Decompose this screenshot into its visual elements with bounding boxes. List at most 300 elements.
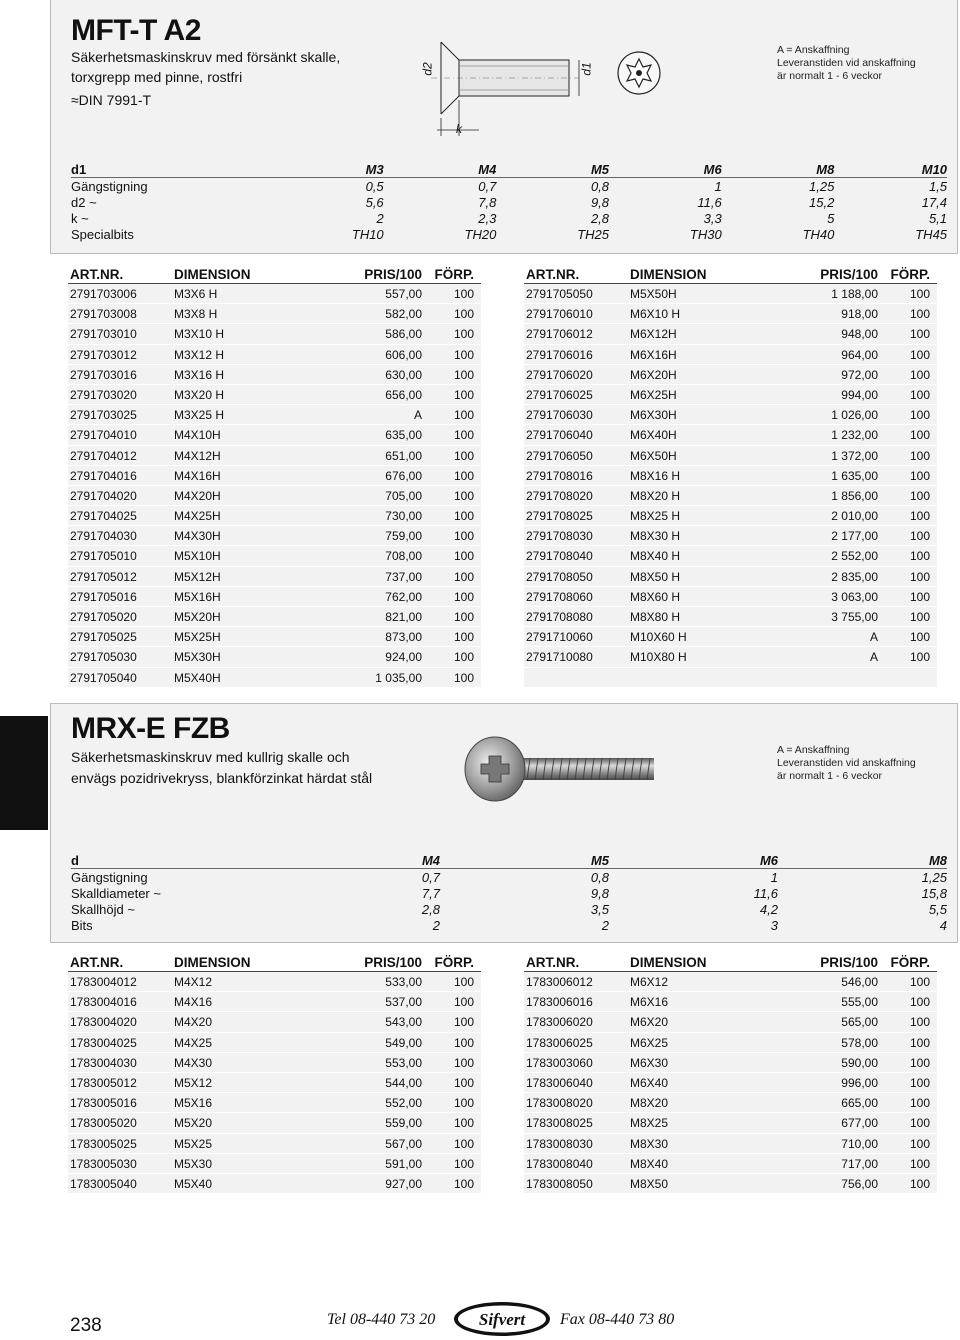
table-row [68,425,481,445]
table-row [524,627,937,647]
cell-price: 537,00 [385,995,422,1010]
cell-price: 918,00 [841,307,878,322]
cell-article-number: 1783006020 [526,1015,593,1030]
cell-dimension: M5X12H [174,569,221,584]
table-row [68,405,481,425]
cell-dimension: M5X50H [630,287,677,301]
cell-article-number: 2791704025 [70,509,137,524]
cell-package-qty: 100 [909,1035,930,1050]
cell-dimension: M5X12 [174,1075,213,1090]
cell-price: 677,00 [841,1116,878,1131]
table-row [68,1033,481,1053]
column-header-package-qty: FÖRP. [434,955,474,970]
cell-dimension: M5X16H [174,589,221,604]
cell-dimension: M3X16 H [174,367,225,382]
spec-value: 0,8 [590,870,609,885]
cell-dimension: M4X30H [174,529,221,544]
table-row [68,627,481,647]
table-row [68,992,481,1012]
column-header-price: PRIS/100 [364,955,422,970]
cell-package-qty: 100 [909,1075,930,1090]
table-row [68,1053,481,1073]
cell-package-qty: 100 [909,347,930,362]
cell-article-number: 1783005016 [70,1096,137,1111]
cell-article-number: 1783005030 [70,1156,137,1171]
cell-package-qty: 100 [909,975,930,989]
table-row [68,1174,481,1194]
cell-article-number: 1783008040 [526,1156,593,1171]
spec-value: 2,8 [590,211,610,226]
cell-price: 546,00 [841,975,878,989]
cell-package-qty: 100 [453,509,474,524]
column-header-article-number: ART.NR. [70,955,124,970]
cell-article-number: 2791703010 [70,327,137,342]
spec-value: 5,6 [365,195,384,210]
cell-price: 555,00 [841,995,878,1010]
cell-package-qty: 100 [453,307,474,322]
cell-package-qty: 100 [453,569,474,584]
cell-package-qty: 100 [909,529,930,544]
spec-row-label: Skalldiameter ~ [71,886,161,901]
cell-article-number: 2791704016 [70,468,137,483]
cell-price: 730,00 [385,509,422,524]
spec-row [71,918,947,934]
cell-article-number: 2791708016 [526,468,593,483]
cell-package-qty: 100 [909,509,930,524]
mrx-note-line1: A = Anskaffning [777,744,850,756]
table-row [524,304,937,324]
cell-article-number: 1783005040 [70,1176,137,1191]
cell-package-qty: 100 [909,569,930,584]
column-header-article-number: ART.NR. [70,267,124,282]
spec-value: 4 [939,918,947,933]
cell-dimension: M5X20 [174,1116,213,1131]
cell-price: 2 010,00 [831,509,878,524]
spec-value: 4,2 [759,902,778,917]
spec-value: 11,6 [753,886,778,901]
cell-price: 656,00 [385,387,422,402]
cell-price: 543,00 [385,1015,422,1030]
cell-article-number: 1783008030 [526,1136,593,1151]
mft-note-line1: A = Anskaffning [777,44,850,56]
cell-package-qty: 100 [909,589,930,604]
cell-article-number: 2791703006 [70,287,137,301]
cell-price: 533,00 [385,975,422,989]
spec-value: 9,8 [590,886,609,901]
table-row [68,972,481,992]
cell-article-number: 2791705012 [70,569,137,584]
cell-price: 972,00 [841,367,878,382]
table-row [524,992,937,1012]
spec-value: TH45 [915,227,948,242]
mrx-subtitle-line1: Säkerhetsmaskinskruv med kullrig skalle och [71,749,350,765]
table-row [68,546,481,566]
mft-note-line3: är normalt 1 - 6 veckor [777,70,883,82]
table-row [524,324,937,344]
cell-package-qty: 100 [909,387,930,402]
cell-price: A [413,408,422,423]
cell-article-number: 1783008050 [526,1176,593,1191]
cell-price: 762,00 [385,589,422,604]
table-row [68,385,481,405]
cell-article-number: 1783005025 [70,1136,137,1151]
cell-package-qty: 100 [453,327,474,342]
mft-standard: ≈DIN 7991-T [71,92,152,108]
cell-dimension: M4X25H [174,509,221,524]
cell-dimension: M8X50 H [630,569,681,584]
table-row [68,1012,481,1032]
spec-value: TH30 [689,227,722,242]
cell-dimension: M6X12 [630,975,669,989]
mrx-price-table-right [524,954,937,1194]
cell-dimension: M8X30 H [630,529,681,544]
column-header-price: PRIS/100 [364,267,422,282]
table-row [68,304,481,324]
cell-dimension: M5X30 [174,1156,213,1171]
cell-article-number: 2791705050 [526,287,593,301]
cell-package-qty: 100 [909,1136,930,1151]
column-header-dimension: DIMENSION [630,267,707,282]
cell-package-qty: 100 [453,975,474,989]
mft-title: MFT-T A2 [71,14,201,47]
spec-row [71,195,947,211]
table-row [68,506,481,526]
table-row [68,486,481,506]
cell-article-number: 2791705010 [70,549,137,564]
cell-package-qty: 100 [453,448,474,463]
cell-article-number: 2791708050 [526,569,593,584]
table-row [524,405,937,425]
spec-row-label: k ~ [71,211,89,226]
cell-price: 578,00 [841,1035,878,1050]
table-header-row [68,266,481,284]
spec-value: 5,5 [928,902,947,917]
cell-dimension: M8X20 H [630,488,681,503]
cell-article-number: 2791706050 [526,448,593,463]
cell-package-qty: 100 [909,1096,930,1111]
cell-package-qty: 100 [453,1136,474,1151]
spec-row [71,211,947,227]
cell-dimension: M8X80 H [630,610,681,624]
spec-header-row [71,162,947,178]
cell-package-qty: 100 [453,387,474,402]
cell-price: 759,00 [385,529,422,544]
cell-article-number: 1783006016 [526,995,593,1010]
cell-price: 553,00 [385,1055,422,1070]
table-row [524,345,937,365]
cell-dimension: M6X12H [630,327,677,342]
cell-article-number: 2791704030 [70,529,137,544]
table-row [524,1134,937,1154]
column-header-package-qty: FÖRP. [890,955,930,970]
column-header-package-qty: FÖRP. [434,267,474,282]
spec-row [71,902,947,918]
cell-price: 1 035,00 [375,670,422,685]
spec-header-row [71,853,947,869]
mrx-subtitle-line2: envägs pozidrivekryss, blankförzinkat härdat stål [71,770,373,786]
table-row [524,1174,937,1194]
cell-price: 567,00 [385,1136,422,1151]
cell-article-number: 2791706030 [526,408,593,423]
column-header-dimension: DIMENSION [174,955,251,970]
mft-spec-table [71,162,947,243]
spec-value: TH20 [464,227,497,242]
cell-price: 2 835,00 [831,569,878,584]
table-row [68,607,481,627]
spec-header-size: M5 [590,853,609,868]
cell-price: 552,00 [385,1096,422,1111]
cell-article-number: 2791705025 [70,630,137,645]
cell-price: 3 755,00 [831,610,878,624]
table-row [524,647,937,667]
cell-dimension: M3X10 H [174,327,225,342]
cell-dimension: M6X25 [630,1035,669,1050]
table-row [68,284,481,304]
cell-price: 586,00 [385,327,422,342]
table-row [68,668,481,688]
cell-price: 717,00 [841,1156,878,1171]
spec-header-size: M6 [703,162,722,177]
cell-price: 665,00 [841,1096,878,1111]
table-header-row [524,954,937,972]
cell-dimension: M5X40 [174,1176,213,1191]
spec-header-size: M3 [365,162,384,177]
cell-package-qty: 100 [909,367,930,382]
cell-dimension: M4X20H [174,488,221,503]
cell-article-number: 2791703012 [70,347,137,362]
cell-price: 1 026,00 [831,408,878,423]
cell-price: 676,00 [385,468,422,483]
spec-value: TH25 [577,227,610,242]
cell-price: 994,00 [841,387,878,402]
cell-dimension: M6X40H [630,428,677,443]
cell-dimension: M6X20H [630,367,677,382]
cell-package-qty: 100 [909,327,930,342]
cell-article-number: 2791706040 [526,428,593,443]
spec-value: 1,25 [809,179,835,194]
spec-value: 5 [827,211,835,226]
table-row [524,425,937,445]
cell-package-qty: 100 [909,468,930,483]
cell-package-qty: 100 [909,1176,930,1191]
column-header-price: PRIS/100 [820,267,878,282]
cell-dimension: M8X16 H [630,468,681,483]
spec-value: 3,3 [703,211,722,226]
cell-article-number: 1783004030 [70,1055,137,1070]
cell-dimension: M6X16 [630,995,669,1010]
cell-package-qty: 100 [909,610,930,624]
table-row [68,324,481,344]
table-row [524,284,937,304]
table-row [68,345,481,365]
cell-article-number: 2791708040 [526,549,593,564]
table-row [524,567,937,587]
cell-price: 964,00 [841,347,878,362]
cell-package-qty: 100 [453,1116,474,1131]
spec-value: 2,3 [478,211,497,226]
cell-price: 1 188,00 [831,287,878,301]
cell-dimension: M6X30H [630,408,677,423]
cell-article-number: 2791703016 [70,367,137,382]
cell-article-number: 1783006012 [526,975,593,989]
spec-value: 11,6 [697,195,722,210]
table-row [68,567,481,587]
cell-price: A [869,650,878,665]
cell-article-number: 1783004012 [70,975,137,989]
cell-article-number: 2791703008 [70,307,137,322]
cell-package-qty: 100 [453,367,474,382]
cell-price: 651,00 [385,448,422,463]
spec-value: 2 [432,918,440,933]
cell-article-number: 2791706025 [526,387,593,402]
cell-article-number: 2791703020 [70,387,137,402]
table-row [524,1154,937,1174]
cell-price: 2 177,00 [831,529,878,544]
cell-dimension: M6X50H [630,448,677,463]
cell-package-qty: 100 [453,1035,474,1050]
cell-package-qty: 100 [453,589,474,604]
cell-article-number: 2791703025 [70,408,137,423]
cell-price: 582,00 [385,307,422,322]
cell-dimension: M6X25H [630,387,677,402]
table-row [524,1012,937,1032]
dim-label-d2: d2 [420,62,435,76]
cell-price: 927,00 [385,1176,422,1191]
table-row [524,526,937,546]
cell-dimension: M10X80 H [630,650,687,665]
spec-value: 1,25 [921,870,947,885]
spec-row-label: Specialbits [71,227,134,242]
table-row [524,365,937,385]
countersunk-screw-drawing [419,30,599,142]
spec-row-label: d2 ~ [71,195,97,210]
cell-dimension: M5X10H [174,549,221,564]
cell-price: 821,00 [385,610,422,624]
cell-dimension: M3X8 H [174,307,218,322]
spec-row-label: Bits [71,918,93,933]
cell-article-number: 1783006040 [526,1075,593,1090]
table-row [524,1053,937,1073]
spec-value: 2 [601,918,609,933]
cell-package-qty: 100 [909,307,930,322]
spec-row [71,886,947,902]
cell-article-number: 2791704010 [70,428,137,443]
table-header-row [68,954,481,972]
spec-header-size: M10 [921,162,948,177]
cell-package-qty: 100 [453,1075,474,1090]
column-header-package-qty: FÖRP. [890,267,930,282]
cell-dimension: M8X20 [630,1096,669,1111]
dim-label-d1: d1 [579,62,594,76]
cell-dimension: M5X25H [174,630,221,645]
cell-price: 635,00 [385,428,422,443]
cell-article-number: 2791708020 [526,488,593,503]
cell-article-number: 2791705030 [70,650,137,665]
cell-dimension: M6X16H [630,347,677,362]
cell-price: 1 856,00 [831,488,878,503]
cell-package-qty: 100 [453,670,474,685]
table-row [524,607,937,627]
spec-header-size: M5 [590,162,610,177]
table-row [524,385,937,405]
cell-article-number [524,668,630,687]
spec-value: 1 [714,179,722,194]
cell-package-qty: 100 [453,630,474,645]
cell-article-number: 2791710080 [526,650,593,665]
table-row [68,526,481,546]
cell-price: 710,00 [841,1136,878,1151]
spec-value: 15,8 [921,886,947,901]
cell-package-qty: 100 [453,488,474,503]
phone-number: Tel 08-440 73 20 [327,1311,436,1328]
mrx-price-table-left [68,954,481,1194]
cell-article-number: 2791704012 [70,448,137,463]
spec-value: 0,8 [590,179,610,194]
cell-price: 705,00 [385,488,422,503]
cell-dimension: M5X16 [174,1096,213,1111]
cell-article-number: 2791706016 [526,347,593,362]
table-header-row [524,266,937,284]
cell-package-qty: 100 [453,287,474,301]
cell-dimension: M4X20 [174,1015,213,1030]
cell-package-qty: 100 [909,1156,930,1171]
spec-header-size: M8 [928,853,947,868]
mrx-note-line3: är normalt 1 - 6 veckor [777,770,883,782]
table-row [68,1093,481,1113]
spec-value: 15,2 [809,195,835,210]
cell-article-number: 1783005020 [70,1116,137,1131]
spec-value: 5,1 [928,211,948,226]
cell-article-number: 2791706012 [526,327,593,342]
mft-price-table-left [68,266,481,688]
cell-price: 630,00 [385,367,422,382]
table-row [524,1073,937,1093]
cell-price: 557,00 [385,287,422,301]
table-row [68,1134,481,1154]
cell-price: 549,00 [385,1035,422,1050]
button-head-screw-drawing [459,726,659,816]
spec-value: 0,5 [365,179,384,194]
spec-row [71,179,947,195]
mrx-title: MRX-E FZB [71,712,230,745]
cell-price: 737,00 [385,569,422,584]
spec-value: 2,8 [421,902,440,917]
section-tab-marker [0,716,48,830]
cell-article-number: 1783005012 [70,1075,137,1090]
cell-price: 1 635,00 [831,468,878,483]
cell-package-qty: 100 [453,549,474,564]
cell-dimension: M4X30 [174,1055,213,1070]
spec-value: 1 [770,870,778,885]
table-row [524,1113,937,1133]
mrx-note-line2: Leveranstiden vid anskaffning [777,757,916,769]
table-row [524,486,937,506]
table-row [68,446,481,466]
cell-price: 996,00 [841,1075,878,1090]
cell-package-qty: 100 [453,428,474,443]
mrx-spec-table [71,853,947,934]
spec-value: 7,8 [478,195,497,210]
cell-dimension: M3X12 H [174,347,225,362]
cell-package-qty: 100 [453,995,474,1010]
table-row [68,1073,481,1093]
table-row [68,1154,481,1174]
cell-dimension: M8X30 [630,1136,669,1151]
dim-label-k: k [456,122,462,136]
mft-section [50,0,958,254]
mft-note-line2: Leveranstiden vid anskaffning [777,57,916,69]
cell-article-number: 2791705040 [70,670,137,685]
